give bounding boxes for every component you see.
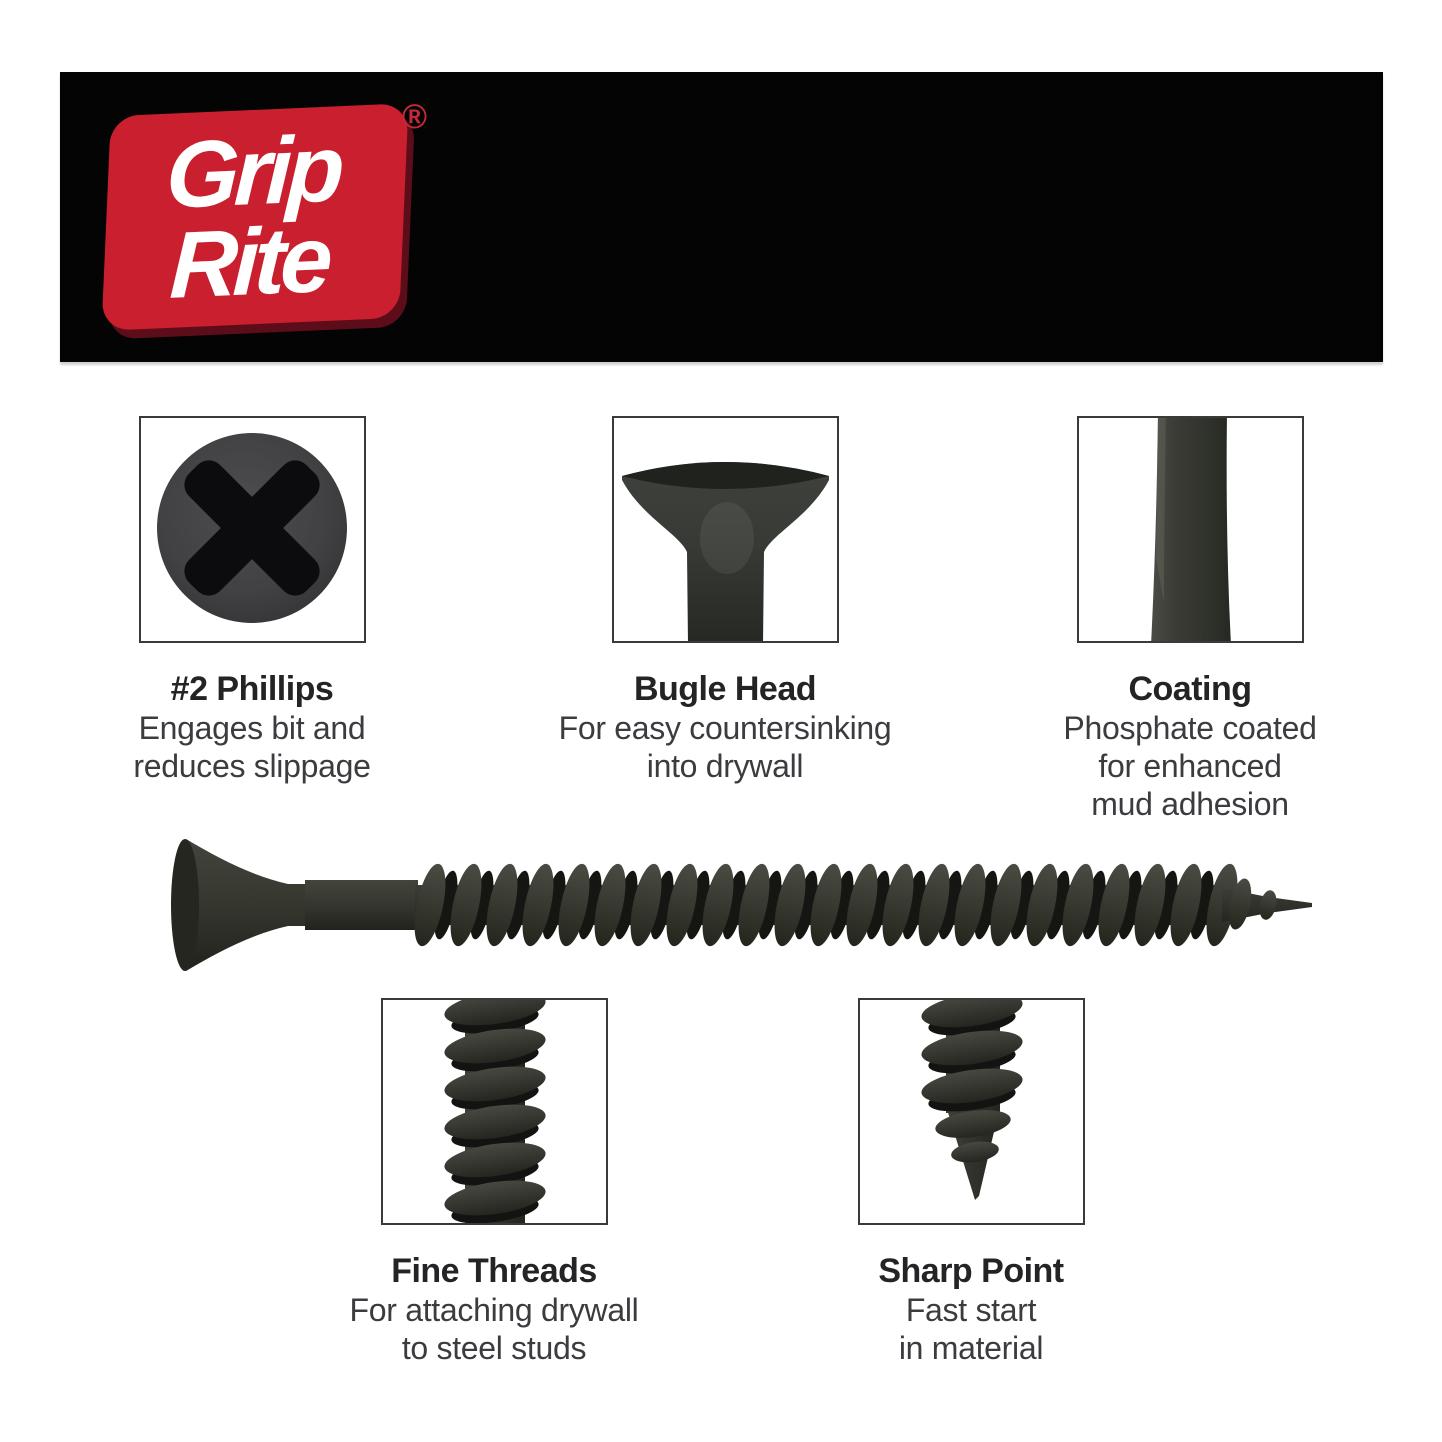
- bugle-head-icon: [614, 418, 837, 641]
- feature-title: Coating: [1128, 670, 1252, 708]
- feature-desc-line: For easy countersinking: [558, 710, 892, 746]
- feature-desc-line: mud adhesion: [1091, 786, 1289, 822]
- drywall-screw-image: [160, 830, 1315, 980]
- sharp-point-photo-frame: [858, 998, 1085, 1225]
- feature-desc-line: into drywall: [646, 748, 804, 784]
- coated-shank-photo-frame: [1077, 416, 1304, 643]
- feature-desc-line: for enhanced: [1098, 748, 1282, 784]
- feature-title: Fine Threads: [391, 1252, 597, 1290]
- logo-text-grip: Grip: [164, 115, 342, 228]
- coated-shank-icon: [1079, 418, 1302, 641]
- bugle-head-photo-frame: [612, 416, 839, 643]
- feature-desc-line: For attaching drywall: [349, 1292, 639, 1328]
- grip-rite-logo: [101, 103, 408, 331]
- logo-text-rite: Rite: [168, 205, 331, 318]
- sharp-point-icon: [860, 1000, 1083, 1223]
- feature-desc-line: Engages bit and: [138, 710, 366, 746]
- feature-title: Bugle Head: [633, 670, 817, 708]
- feature-card-bugle-head: [515, 416, 935, 785]
- feature-desc-line: in material: [898, 1330, 1044, 1366]
- feature-title: Sharp Point: [878, 1252, 1064, 1290]
- brand-banner: [60, 72, 1383, 362]
- phillips-drive-icon: [141, 418, 364, 641]
- fine-threads-photo-frame: [381, 998, 608, 1225]
- feature-card-phillips: [42, 416, 462, 785]
- feature-card-fine-threads: [284, 998, 704, 1367]
- feature-desc-line: Fast start: [905, 1292, 1037, 1328]
- feature-title: #2 Phillips: [170, 670, 334, 708]
- registered-trademark-icon: ®: [402, 98, 428, 136]
- feature-desc-line: reduces slippage: [133, 748, 371, 784]
- feature-desc-line: Phosphate coated: [1063, 710, 1317, 746]
- fine-threads-icon: [383, 1000, 606, 1223]
- feature-desc-line: to steel studs: [401, 1330, 587, 1366]
- feature-card-sharp-point: [761, 998, 1181, 1367]
- phillips-drive-photo-frame: [139, 416, 366, 643]
- feature-card-coating: [980, 416, 1400, 823]
